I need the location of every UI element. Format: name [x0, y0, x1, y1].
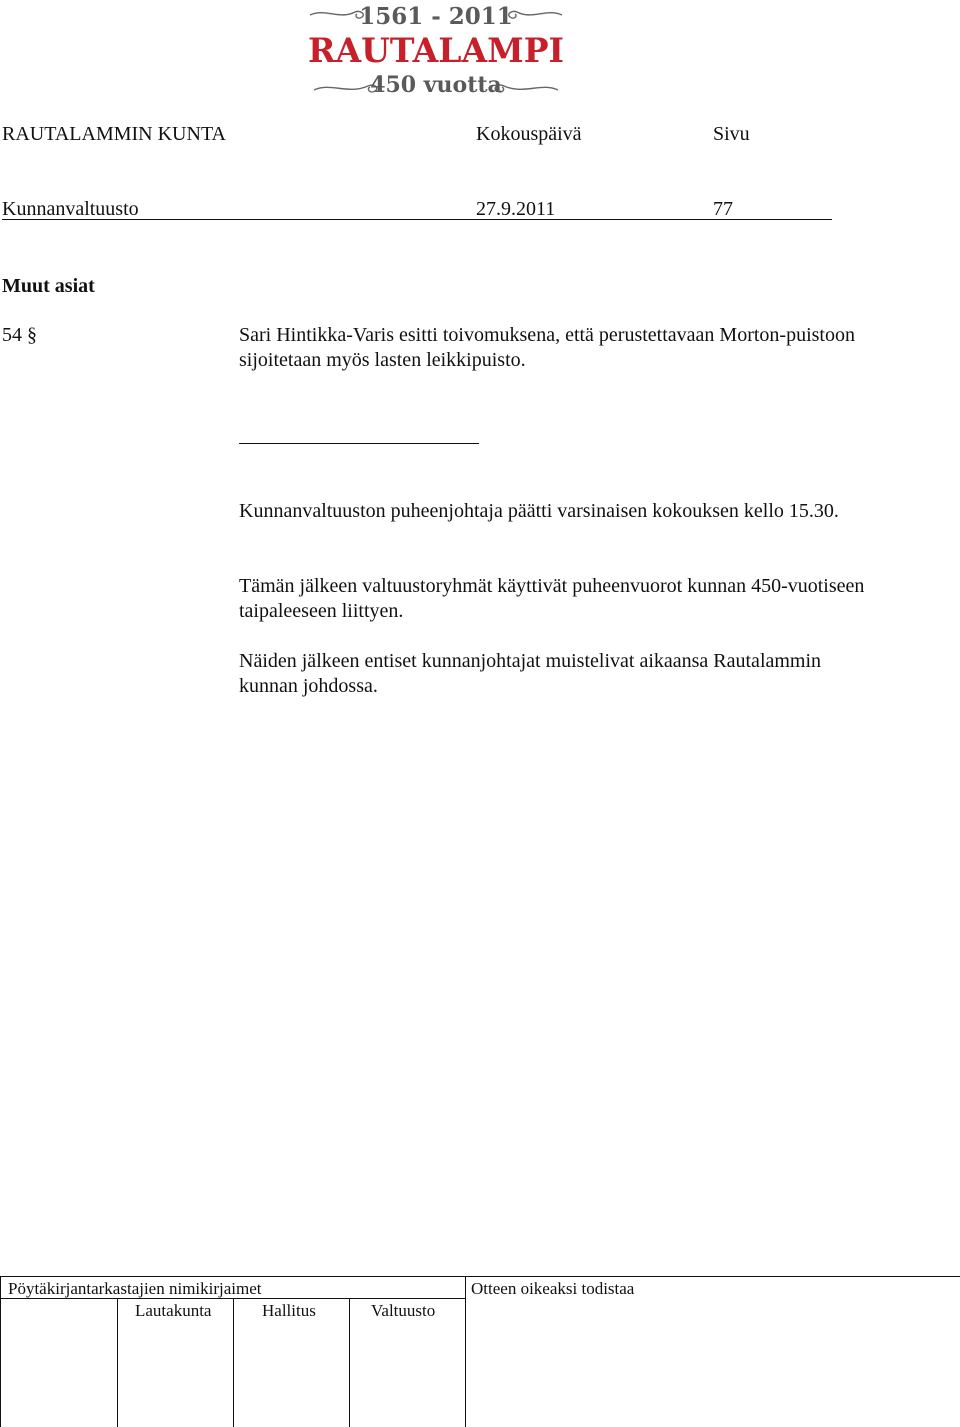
footer-divider-4 — [465, 1276, 466, 1427]
footer-divider-3 — [349, 1298, 350, 1427]
separator-line — [239, 443, 479, 444]
item-number-block — [2, 323, 37, 348]
page-number: 77 — [713, 198, 733, 220]
column-hallitus: Hallitus — [262, 1301, 316, 1320]
paragraph-former-managers: Näiden jälkeen entiset kunnanjohtajat muistelivat aikaansa Rautalammin kunnan johdossa. — [239, 650, 822, 697]
paragraph-meeting-closed: Kunnanvaltuuston puheenjohtaja päätti varsinaisen kokouksen kello 15.30. — [239, 500, 839, 522]
item-number: 54 — [2, 324, 22, 346]
column-valtuusto: Valtuusto — [371, 1301, 436, 1320]
footer-divider-1 — [117, 1298, 118, 1427]
header-underline — [2, 219, 832, 220]
logo-name: RAUTALAMPI — [308, 31, 564, 71]
column-lautakunta: Lautakunta — [135, 1301, 212, 1320]
item-text: Sari Hintikka-Varis esitti toivomuksena, että perustettavaan Morton-puistoon sijoitetaan myös lasten leikkipuisto. — [239, 324, 855, 371]
logo-anniversary: 450 vuotta — [370, 72, 502, 98]
meeting-date-label: Kokouspäivä — [476, 123, 582, 145]
section-sign-icon: § — [27, 324, 37, 346]
certify-label: Otteen oikeaksi todistaa — [471, 1279, 635, 1298]
footer-border-left — [0, 1276, 1, 1427]
rautalampi-450-logo — [300, 0, 572, 100]
section-title: Muut asiat — [2, 275, 95, 297]
organization-name: RAUTALAMMIN KUNTA — [2, 123, 227, 145]
governing-body: Kunnanvaltuusto — [2, 198, 139, 220]
paragraph-group-speeches: Tämän jälkeen valtuustoryhmät käyttivät puheenvuorot kunnan 450-vuotiseen taipaleeseen liittyen. — [239, 575, 865, 622]
page-label: Sivu — [713, 123, 750, 145]
signatures-label: Pöytäkirjantarkastajien nimikirjaimet — [8, 1279, 262, 1298]
logo-years: 1561 - 2011 — [359, 3, 513, 30]
meeting-date: 27.9.2011 — [476, 198, 556, 220]
footer-top-rule — [0, 1276, 960, 1277]
footer-divider-2 — [233, 1298, 234, 1427]
